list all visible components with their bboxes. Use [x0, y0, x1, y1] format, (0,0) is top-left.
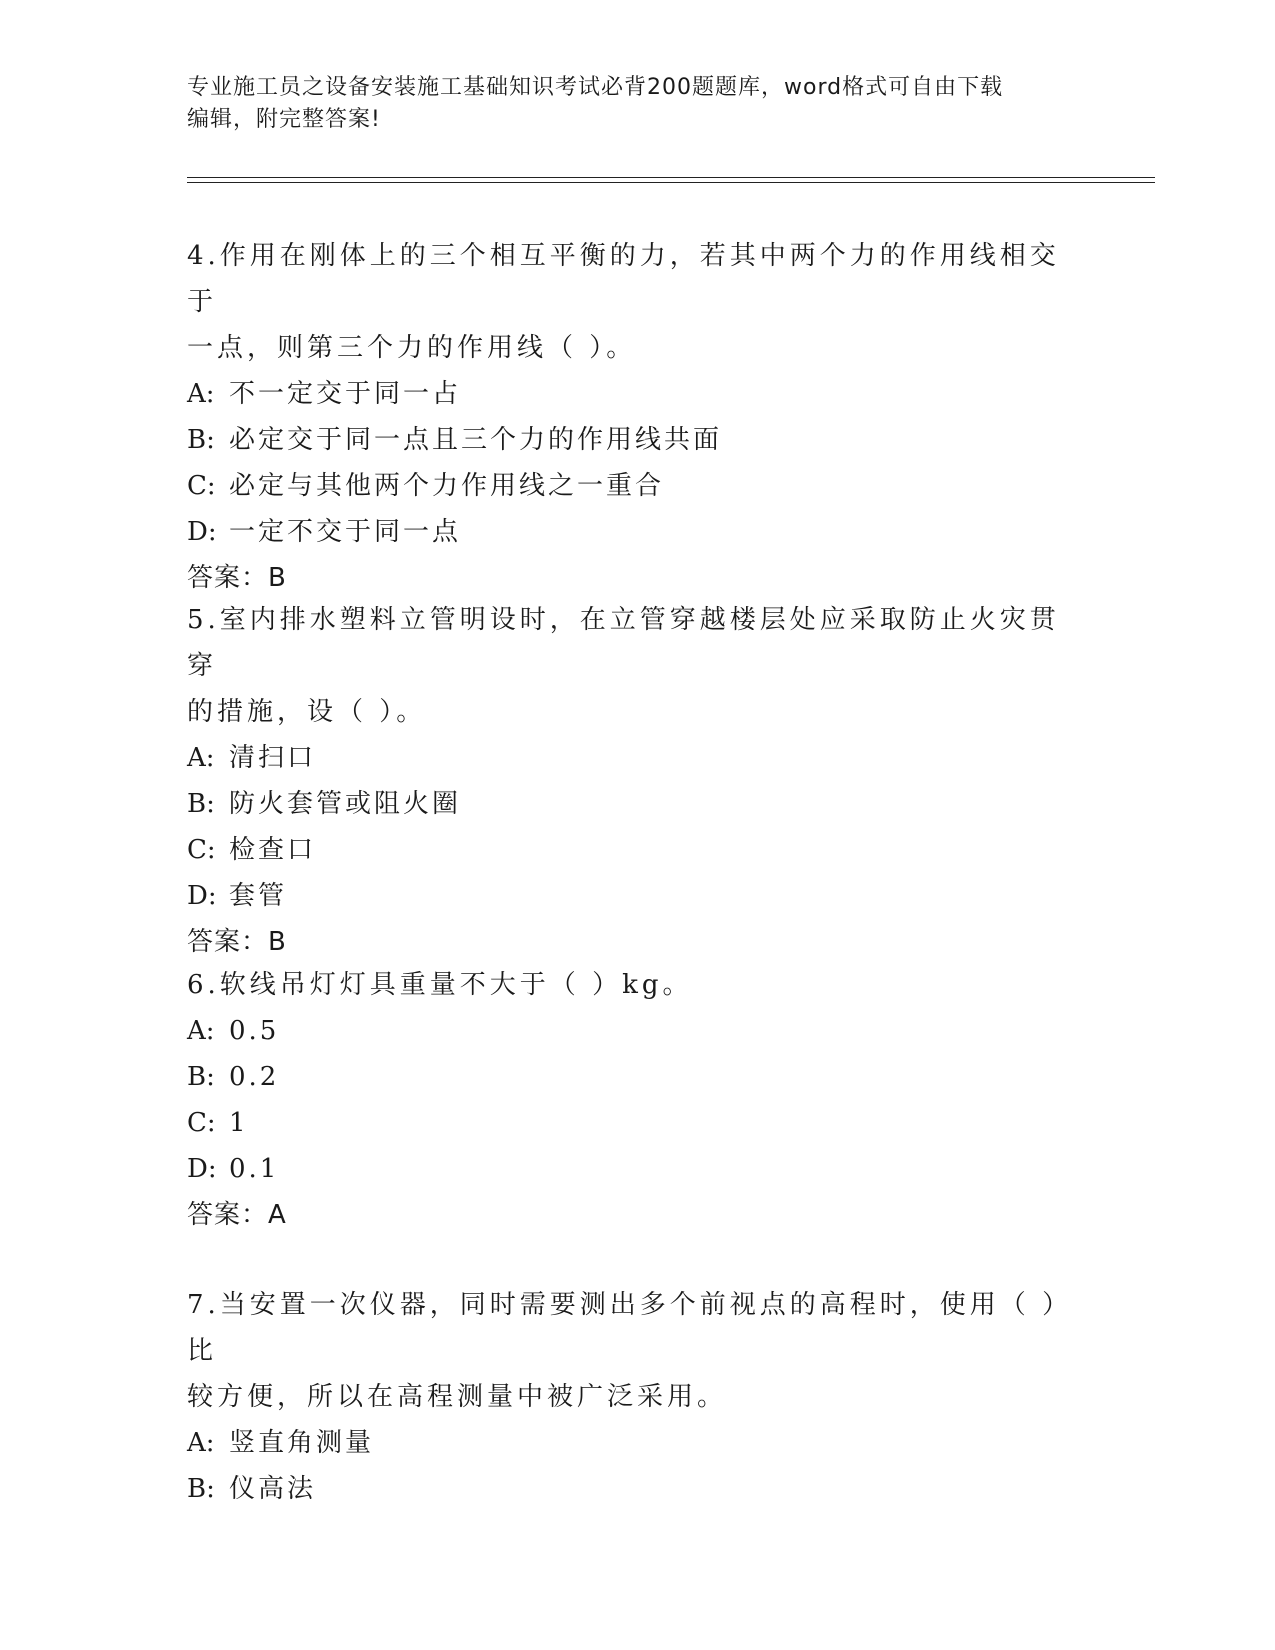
document-header: [187, 72, 1067, 136]
option-a: [187, 1008, 1087, 1054]
option-a: [187, 1420, 1087, 1466]
option-letter: C:: [187, 835, 216, 865]
option-letter: B:: [187, 1474, 215, 1504]
option-text: 竖直角测量: [229, 1428, 375, 1458]
option-letter: D:: [187, 1154, 217, 1184]
option-letter: A:: [187, 1428, 215, 1458]
option-text: 一定不交于同一点: [229, 517, 462, 547]
header-divider-top: [187, 177, 1155, 178]
option-letter: C:: [187, 471, 216, 501]
question-stem-line-1: 4.作用在刚体上的三个相互平衡的力，若其中两个力的作用线相交于: [187, 241, 1060, 317]
option-letter: B:: [187, 789, 215, 819]
option-text: 0.5: [229, 1016, 280, 1046]
option-text: 必定与其他两个力作用线之一重合: [229, 471, 665, 501]
option-letter: C:: [187, 1108, 216, 1138]
question-5: [187, 597, 1087, 965]
option-text: 套管: [229, 881, 288, 911]
option-b: [187, 781, 1087, 827]
question-4: [187, 233, 1087, 601]
question-stem-line-2: 一点，则第三个力的作用线（ ）。: [187, 333, 637, 363]
question-stem-line-2: 的措施，设（ ）。: [187, 697, 427, 727]
option-d: [187, 509, 1087, 555]
question-stem-line-1: 7.当安置一次仪器，同时需要测出多个前视点的高程时，使用（ ）比: [187, 1290, 1073, 1366]
option-text: 防火套管或阻火圈: [229, 789, 462, 819]
option-a: [187, 371, 1087, 417]
answer-label: 答案：: [187, 1200, 269, 1230]
option-b: [187, 417, 1087, 463]
option-letter: A:: [187, 743, 215, 773]
option-c: [187, 827, 1087, 873]
question-7: [187, 1282, 1087, 1512]
answer-line: [187, 1192, 1087, 1238]
answer-label: 答案：: [187, 927, 269, 957]
answer-line: [187, 919, 1087, 965]
option-a: [187, 735, 1087, 781]
option-d: [187, 873, 1087, 919]
option-letter: B:: [187, 425, 215, 455]
answer-value: A: [268, 1200, 287, 1230]
option-letter: A:: [187, 379, 215, 409]
header-line-1: 专业施工员之设备安装施工基础知识考试必背200题题库，word格式可自由下载: [187, 75, 1004, 100]
header-line-2: 编辑，附完整答案!: [187, 107, 381, 132]
option-text: 0.2: [229, 1062, 280, 1092]
option-letter: B:: [187, 1062, 215, 1092]
option-letter: D:: [187, 881, 217, 911]
option-text: 必定交于同一点且三个力的作用线共面: [229, 425, 723, 455]
question-6: [187, 962, 1087, 1238]
option-text: 仪高法: [229, 1474, 317, 1504]
option-text: 清扫口: [229, 743, 317, 773]
option-b: [187, 1466, 1087, 1512]
question-stem-line-1: 6.软线吊灯灯具重量不大于（ ）kg。: [187, 970, 693, 1000]
question-stem-line-2: 较方便，所以在高程测量中被广泛采用。: [187, 1382, 728, 1412]
answer-label: 答案：: [187, 563, 269, 593]
option-letter: A:: [187, 1016, 215, 1046]
header-divider-bottom: [187, 182, 1155, 183]
option-text: 1: [229, 1108, 249, 1138]
answer-line: [187, 555, 1087, 601]
answer-value: B: [268, 927, 287, 957]
option-text: 0.1: [229, 1154, 280, 1184]
option-c: [187, 1100, 1087, 1146]
question-stem-line-1: 5.室内排水塑料立管明设时，在立管穿越楼层处应采取防止火灾贯穿: [187, 605, 1060, 681]
option-d: [187, 1146, 1087, 1192]
option-c: [187, 463, 1087, 509]
option-letter: D:: [187, 517, 217, 547]
option-text: 不一定交于同一占: [229, 379, 462, 409]
option-text: 检查口: [229, 835, 317, 865]
answer-value: B: [268, 563, 287, 593]
option-b: [187, 1054, 1087, 1100]
